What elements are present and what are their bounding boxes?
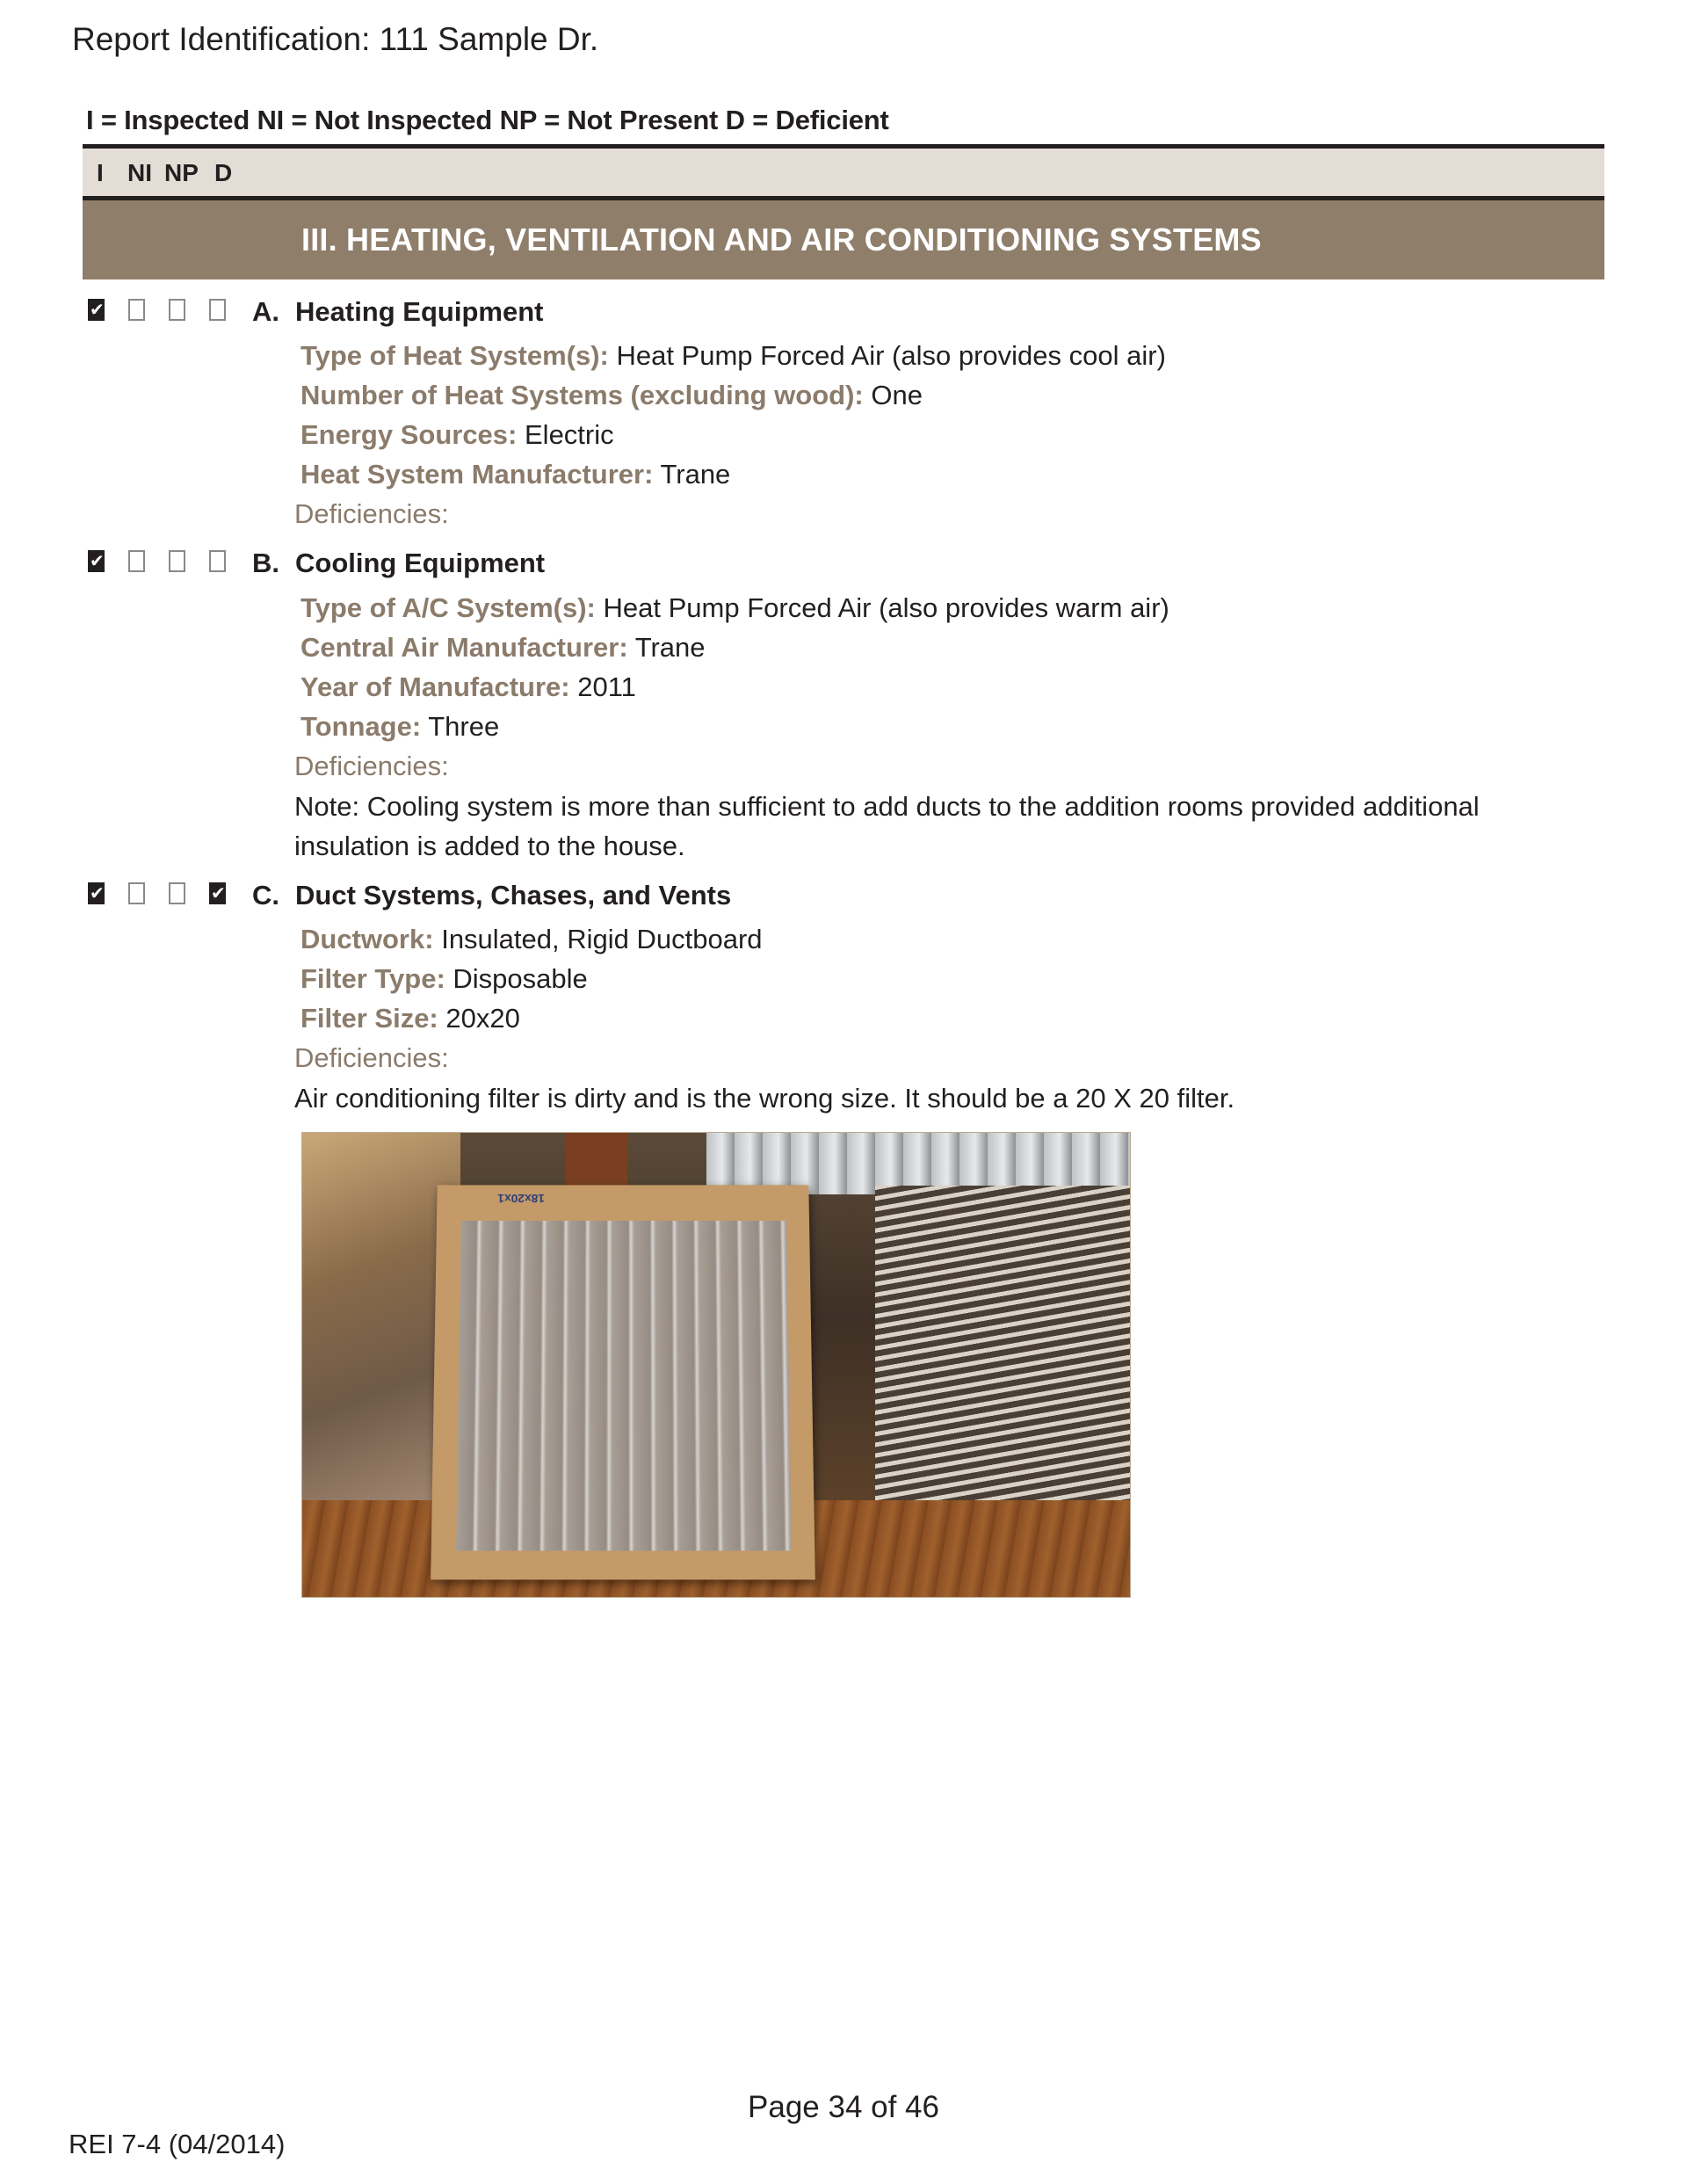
field-value: 2011 bbox=[577, 671, 636, 702]
checkbox-not-inspected[interactable] bbox=[128, 882, 145, 904]
field-label: Number of Heat Systems (excluding wood): bbox=[300, 380, 864, 410]
photo-return-vent bbox=[875, 1186, 1130, 1520]
form-identifier: REI 7-4 (04/2014) bbox=[69, 2129, 286, 2159]
section-title: III. HEATING, VENTILATION AND AIR CONDITIONING SYSTEMS bbox=[301, 221, 1262, 258]
checkbox-not-inspected[interactable] bbox=[128, 550, 145, 572]
item-letter: C. bbox=[252, 880, 279, 911]
photo-air-filter bbox=[431, 1185, 815, 1579]
report-identification: Report Identification: 111 Sample Dr. bbox=[72, 21, 599, 57]
field-value: Disposable bbox=[453, 963, 588, 994]
checkbox-deficient[interactable] bbox=[209, 550, 226, 572]
checkbox-inspected[interactable] bbox=[88, 882, 105, 904]
field-value: Trane bbox=[660, 459, 731, 490]
item-letter: B. bbox=[252, 548, 279, 578]
field-type-heat-system bbox=[300, 340, 1166, 372]
field-label: Type of Heat System(s): bbox=[300, 340, 609, 371]
field-year-of-manufacture bbox=[300, 671, 636, 703]
page-number: Page 34 of 46 bbox=[748, 2090, 939, 2124]
field-label: Central Air Manufacturer: bbox=[300, 632, 628, 663]
field-filter-type bbox=[300, 963, 588, 995]
checkbox-not-present[interactable] bbox=[169, 550, 185, 572]
field-tonnage bbox=[300, 711, 499, 743]
field-label: Type of A/C System(s): bbox=[300, 592, 596, 623]
field-label: Energy Sources: bbox=[300, 419, 518, 450]
field-value: One bbox=[871, 380, 923, 410]
checkbox-deficient[interactable] bbox=[209, 882, 226, 904]
field-filter-size bbox=[300, 1003, 520, 1034]
field-type-ac-system bbox=[300, 592, 1169, 624]
checkbox-not-present[interactable] bbox=[169, 882, 185, 904]
field-label: Ductwork: bbox=[300, 924, 434, 954]
checkbox-not-inspected[interactable] bbox=[128, 299, 145, 321]
field-label: Tonnage: bbox=[300, 711, 422, 742]
column-d: D bbox=[214, 159, 233, 186]
field-heat-manufacturer bbox=[300, 459, 730, 490]
section-header bbox=[83, 200, 1604, 279]
checkbox-inspected[interactable] bbox=[88, 550, 105, 572]
field-label: Heat System Manufacturer: bbox=[300, 459, 654, 490]
field-value: Heat Pump Forced Air (also provides cool air) bbox=[616, 340, 1166, 371]
field-value: Electric bbox=[525, 419, 614, 450]
field-number-heat-systems bbox=[300, 380, 923, 411]
field-energy-sources bbox=[300, 419, 614, 451]
item-letter: A. bbox=[252, 296, 279, 327]
field-central-air-manufacturer bbox=[300, 632, 706, 664]
deficiency-note: insulation is added to the house. bbox=[294, 831, 685, 861]
checkbox-legend: I = Inspected NI = Not Inspected NP = Not Present D = Deficient bbox=[86, 105, 889, 135]
field-value: Heat Pump Forced Air (also provides warm air) bbox=[603, 592, 1169, 623]
deficiency-photo-air-filter bbox=[301, 1132, 1131, 1598]
field-value: 20x20 bbox=[445, 1003, 520, 1034]
deficiencies-label: Deficiencies: bbox=[294, 1042, 449, 1073]
checkbox-inspected[interactable] bbox=[88, 299, 105, 321]
checkbox-deficient[interactable] bbox=[209, 299, 226, 321]
item-title: Heating Equipment bbox=[295, 296, 544, 327]
item-title: Duct Systems, Chases, and Vents bbox=[295, 880, 732, 911]
deficiencies-label: Deficiencies: bbox=[294, 751, 449, 781]
checkbox-not-present[interactable] bbox=[169, 299, 185, 321]
item-title: Cooling Equipment bbox=[295, 548, 546, 578]
field-value: Trane bbox=[634, 632, 706, 663]
column-i: I bbox=[97, 159, 104, 186]
field-label: Filter Size: bbox=[300, 1003, 438, 1034]
field-label: Year of Manufacture: bbox=[300, 671, 570, 702]
deficiencies-label: Deficiencies: bbox=[294, 498, 449, 529]
photo-filter-media bbox=[456, 1221, 792, 1550]
column-ni: NI bbox=[127, 159, 152, 186]
deficiency-note: Note: Cooling system is more than sufficient to add ducts to the addition rooms provided additional bbox=[294, 791, 1480, 822]
field-value: Insulated, Rigid Ductboard bbox=[441, 924, 763, 954]
column-np: NP bbox=[164, 159, 199, 186]
field-value: Three bbox=[428, 711, 500, 742]
field-ductwork bbox=[300, 924, 763, 955]
photo-filter-size-label: 18x20x1 bbox=[497, 1192, 546, 1206]
field-label: Filter Type: bbox=[300, 963, 445, 994]
deficiency-note: Air conditioning filter is dirty and is the wrong size. It should be a 20 X 20 filter. bbox=[294, 1083, 1235, 1114]
column-header-band bbox=[83, 149, 1604, 196]
